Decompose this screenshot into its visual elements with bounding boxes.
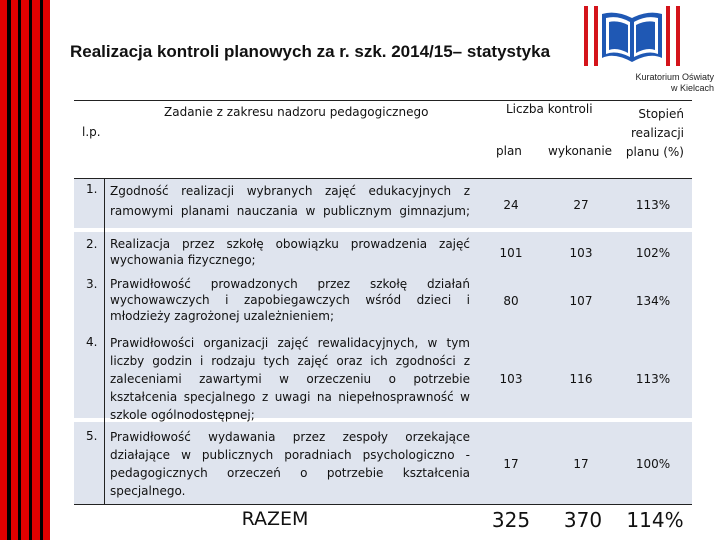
- header-bottom-border: [74, 178, 692, 179]
- row-5-wykonanie: 17: [573, 457, 589, 471]
- row-4-stopien: 113%: [635, 372, 671, 386]
- header-stopien-line-3: planu (%): [625, 145, 684, 159]
- header-stopien-line-1: Stopień: [638, 107, 684, 121]
- total-wykonanie: 370: [563, 508, 603, 532]
- logo-line-1: Kuratorium Oświaty: [635, 72, 714, 82]
- row-4-lp: 4.: [86, 335, 98, 349]
- row-3-text: Prawidłowość prowadzonych przez szkołę działań wychowawczych i zapobiegawczych wśród dzieci i młodzieży zagrożonej uzależnieniem;: [110, 277, 470, 323]
- header-lp: l.p.: [82, 125, 101, 139]
- row-3-wykonanie: 107: [569, 294, 593, 308]
- row-1-text: Zgodność realizacji wybranych zajęć edukacyjnych z ramowymi planami nauczania w publicznym gimnazjum;: [110, 184, 470, 218]
- row-5-stopien: 100%: [635, 457, 671, 471]
- total-stopien: 114%: [626, 508, 684, 532]
- book-emblem-icon: [580, 4, 720, 72]
- header-zadanie: Zadanie z zakresu nadzoru pedagogicznego: [164, 105, 429, 119]
- page-title: Realizacja kontroli planowych za r. szk. 2014/15– statystyka: [70, 42, 551, 61]
- row-2-stopien: 102%: [635, 246, 671, 260]
- logo-caption: [580, 72, 714, 94]
- header-stopien-line-2: realizacji: [631, 126, 684, 140]
- total-label: RAZEM: [241, 508, 309, 530]
- row-1-lp: 1.: [86, 182, 98, 196]
- row-1-stopien: 113%: [635, 198, 671, 212]
- logo-line-2: w Kielcach: [670, 83, 714, 93]
- row-4-plan: 103: [499, 372, 523, 386]
- kuratorium-logo: [580, 4, 720, 94]
- total-plan: 325: [491, 508, 531, 532]
- row-3-stopien: 134%: [635, 294, 671, 308]
- row-2-wykonanie: 103: [569, 246, 593, 260]
- total-top-border: [74, 504, 692, 505]
- row-2-lp: 2.: [86, 237, 98, 251]
- row-4-text: Prawidłowości organizacji zajęć rewalidacyjnych, w tym liczby godzin i rodzaju tych zajęć oraz ich zgodności z zaleceniami zawartymi w orzeczeniu o potrzebie kształcenia specjalnego z uwagi na niepełnosprawność w szkole ogólnodostępnej;: [110, 336, 470, 422]
- header-liczba-kontroli: Liczba kontroli: [506, 102, 593, 116]
- row-5-lp: 5.: [86, 429, 98, 443]
- decorative-stripes: [0, 0, 50, 540]
- row-3-lp: 3.: [86, 277, 98, 291]
- table-top-border: [74, 100, 692, 101]
- row-5-plan: 17: [503, 457, 519, 471]
- row-4-wykonanie: 116: [569, 372, 593, 386]
- row-3-plan: 80: [503, 294, 519, 308]
- header-plan: plan: [496, 144, 522, 158]
- lp-column-divider: [104, 178, 105, 504]
- header-wykonanie: wykonanie: [548, 144, 613, 158]
- row-5-text: Prawidłowość wydawania przez zespoły orzekające działające w publicznych poradniach psychologiczno -pedagogicznych orzeczeń o potrzebie kształcenia specjalnego.: [110, 430, 470, 498]
- header-stopien-realizacji: [616, 105, 684, 162]
- row-1-wykonanie: 27: [573, 198, 589, 212]
- row-2-text: Realizacja przez szkołę obowiązku prowadzenia zajęć wychowania fizycznego;: [110, 237, 470, 267]
- row-2-plan: 101: [499, 246, 523, 260]
- row-1-plan: 24: [503, 198, 519, 212]
